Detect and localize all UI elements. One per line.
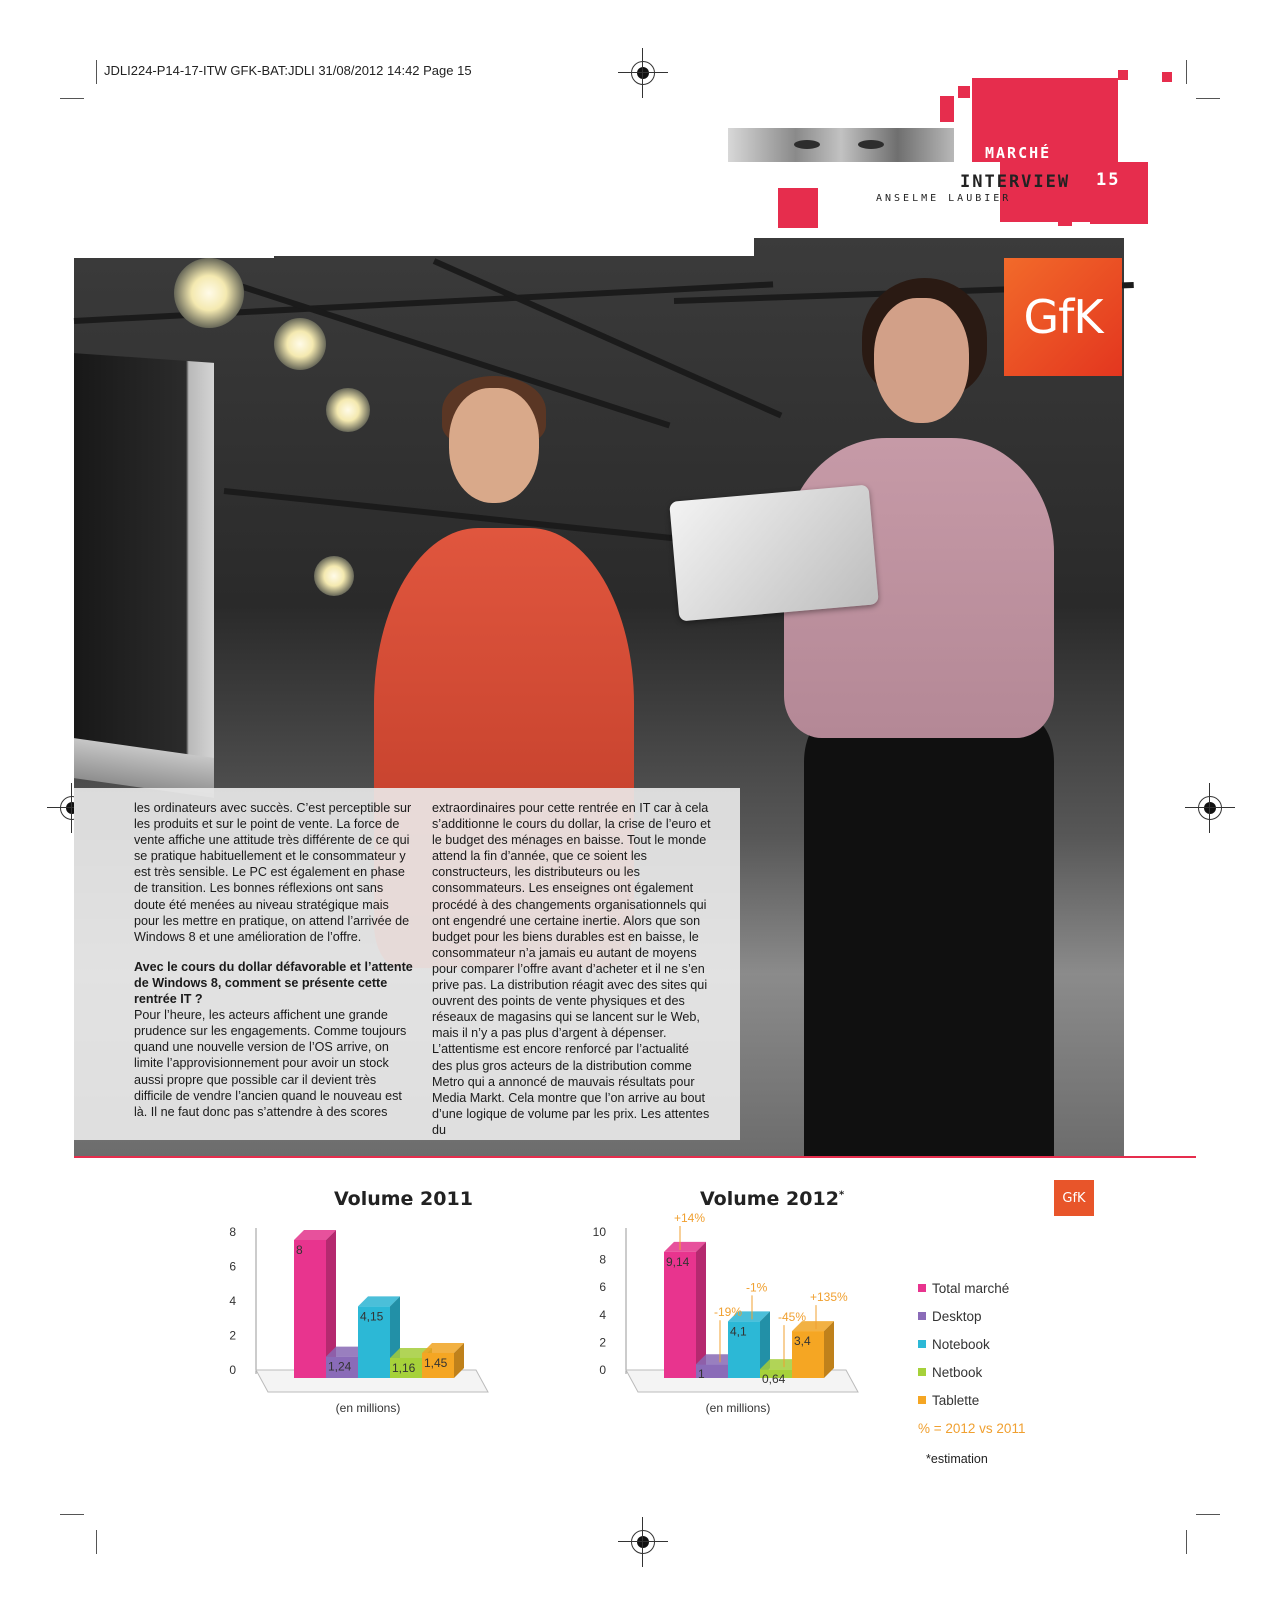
author-name: ANSELME LAUBIER <box>876 193 1012 204</box>
legend-item <box>918 1302 1025 1330</box>
crop-mark <box>60 1514 84 1515</box>
registration-mark-icon <box>1198 796 1222 820</box>
change-label: -1% <box>746 1280 768 1295</box>
y-tick-label: 4 <box>599 1307 606 1322</box>
legend-swatch <box>918 1396 926 1404</box>
legend-label: Notebook <box>932 1336 990 1352</box>
bar-value-label: 8 <box>296 1243 303 1257</box>
legend-label: Netbook <box>932 1364 983 1380</box>
registration-mark-icon <box>631 61 655 85</box>
legend-swatch <box>918 1312 926 1320</box>
bar-value-label: 1,24 <box>328 1359 352 1374</box>
crop-mark <box>1196 1514 1220 1515</box>
legend-item <box>918 1330 1025 1358</box>
gfk-logo-small: GfK <box>1054 1180 1094 1216</box>
legend-label: Total marché <box>932 1280 1010 1296</box>
article-paragraph: les ordinateurs avec succès. C’est perceptible sur les produits et sur le point de vente. La force de vente affiche une attitude très différente de ce qui se pratique habituellement et le consommateur y est très sensible. Le PC est également en phase de transition. Les bonnes réflexions ont sans doute été menées au niveau stratégique mais pour les mettre en pratique, on attend l’arrivée de Windows 8 et une amélioration de l’offre. <box>134 801 412 944</box>
chart-title-mark: * <box>838 1189 845 1201</box>
article-column-2 <box>432 800 712 1138</box>
bar-side <box>824 1321 834 1378</box>
legend-pct-note: % = 2012 vs 2011 <box>918 1420 1026 1436</box>
chart-title-text: Volume 2012 <box>700 1188 839 1210</box>
bar <box>664 1252 696 1378</box>
article-paragraph: Pour l’heure, les acteurs affichent une grande prudence sur les engagements. Comme toujours quand une nouvelle version de l’OS arrive, on limite l’approvisionnement pour avoir un stock aussi propre que possible car il devient très difficile de vendre l’ancien quand le nouveau est là. Il ne faut donc pas s’attendre à des scores <box>134 1008 407 1119</box>
y-tick-label: 8 <box>599 1252 606 1267</box>
x-axis-label: (en millions) <box>705 1401 771 1415</box>
bar-value-label: 3,4 <box>794 1334 811 1349</box>
rubric-label: INTERVIEW <box>960 172 1071 192</box>
y-tick-label: 10 <box>592 1225 606 1239</box>
legend-item <box>918 1358 1025 1386</box>
registration-mark-icon <box>631 1530 655 1554</box>
chart-volume-2011 <box>220 1220 530 1460</box>
page-number: 15 <box>1096 170 1121 190</box>
y-tick-label: 4 <box>229 1294 236 1308</box>
bar-value-label: 1,16 <box>392 1360 416 1375</box>
chart-legend <box>918 1274 1025 1442</box>
header-portrait-strip <box>728 128 954 162</box>
change-label: +14% <box>674 1211 706 1225</box>
change-label: -45% <box>778 1310 807 1325</box>
section-divider <box>74 1156 1196 1158</box>
article-paragraph: extraordinaires pour cette rentrée en IT car à cela s’additionne le cours du dollar, la crise de l’euro et le budget des ménages en baisse. Tout le monde attend la fin d’année, que ce soient les constructeurs, les distributeurs ou les consommateurs. Les enseignes ont également procédé à des changements organisationnels qui ont engendré une certaine inertie. Alors que son budget pour les biens durables est en baisse, le consommateur n’a jamais eu autant de moyens pour comparer l’offre avant d’acheter et il ne s’en prive pas. La distribution réagit avec des sites qui ouvrent des points de vente physiques et des réseaux de magasins qui se lancent sur le Web, mais il n’y a pas plus d’argent à dépenser. L’attentisme est encore renforcé par l’actualité des plus gros acteurs de la distribution comme Metro qui a annoncé de mauvais résultats pour Media Markt. Cela montre que l’on arrive au bout d’une logique de volume par les prix. Les attentes du <box>432 801 711 1137</box>
legend-swatch <box>918 1284 926 1292</box>
article-column-1 <box>134 800 414 1120</box>
change-label: +135% <box>810 1290 848 1305</box>
y-tick-label: 0 <box>229 1363 236 1377</box>
gfk-logo: GfK <box>1004 258 1122 376</box>
crop-mark <box>96 1530 97 1554</box>
legend-item <box>918 1386 1025 1414</box>
y-tick-label: 0 <box>599 1363 606 1377</box>
legend-label: Tablette <box>932 1392 980 1408</box>
bar-value-label: 1,45 <box>424 1355 448 1370</box>
y-tick-label: 6 <box>229 1259 236 1274</box>
bar-value-label: 1 <box>698 1367 705 1382</box>
footnote: *estimation <box>926 1452 988 1466</box>
tablet-device <box>669 485 879 622</box>
legend-label: Desktop <box>932 1308 982 1324</box>
crop-mark <box>1186 60 1187 84</box>
legend-swatch <box>918 1368 926 1376</box>
chart-volume-2012 <box>590 1211 910 1460</box>
legend-swatch <box>918 1340 926 1348</box>
bar-value-label: 0,64 <box>762 1372 786 1387</box>
crop-mark <box>96 60 97 84</box>
chart-title: Volume 2011 <box>334 1188 473 1210</box>
y-tick-label: 2 <box>599 1335 606 1350</box>
y-tick-label: 2 <box>229 1328 236 1343</box>
crop-mark <box>1186 1530 1187 1554</box>
x-axis-label: (en millions) <box>335 1401 401 1415</box>
bar-value-label: 9,14 <box>666 1254 690 1269</box>
crop-mark <box>1196 98 1220 99</box>
print-slug: JDLI224-P14-17-ITW GFK-BAT:JDLI 31/08/2012 14:42 Page 15 <box>104 63 472 78</box>
legend-item <box>918 1274 1025 1302</box>
section-label: MARCHÉ <box>985 144 1052 162</box>
crop-mark <box>60 98 84 99</box>
bar <box>294 1240 326 1378</box>
change-label: -19% <box>714 1305 743 1320</box>
bar-value-label: 4,15 <box>360 1309 384 1324</box>
bar-value-label: 4,1 <box>730 1324 747 1339</box>
interview-question: Avec le cours du dollar défavorable et l’attente de Windows 8, comment se présente cette rentrée IT ? <box>134 959 413 1007</box>
y-tick-label: 8 <box>229 1225 236 1239</box>
y-tick-label: 6 <box>599 1280 606 1295</box>
chart-title <box>700 1188 844 1210</box>
article-textbox <box>74 788 740 1140</box>
